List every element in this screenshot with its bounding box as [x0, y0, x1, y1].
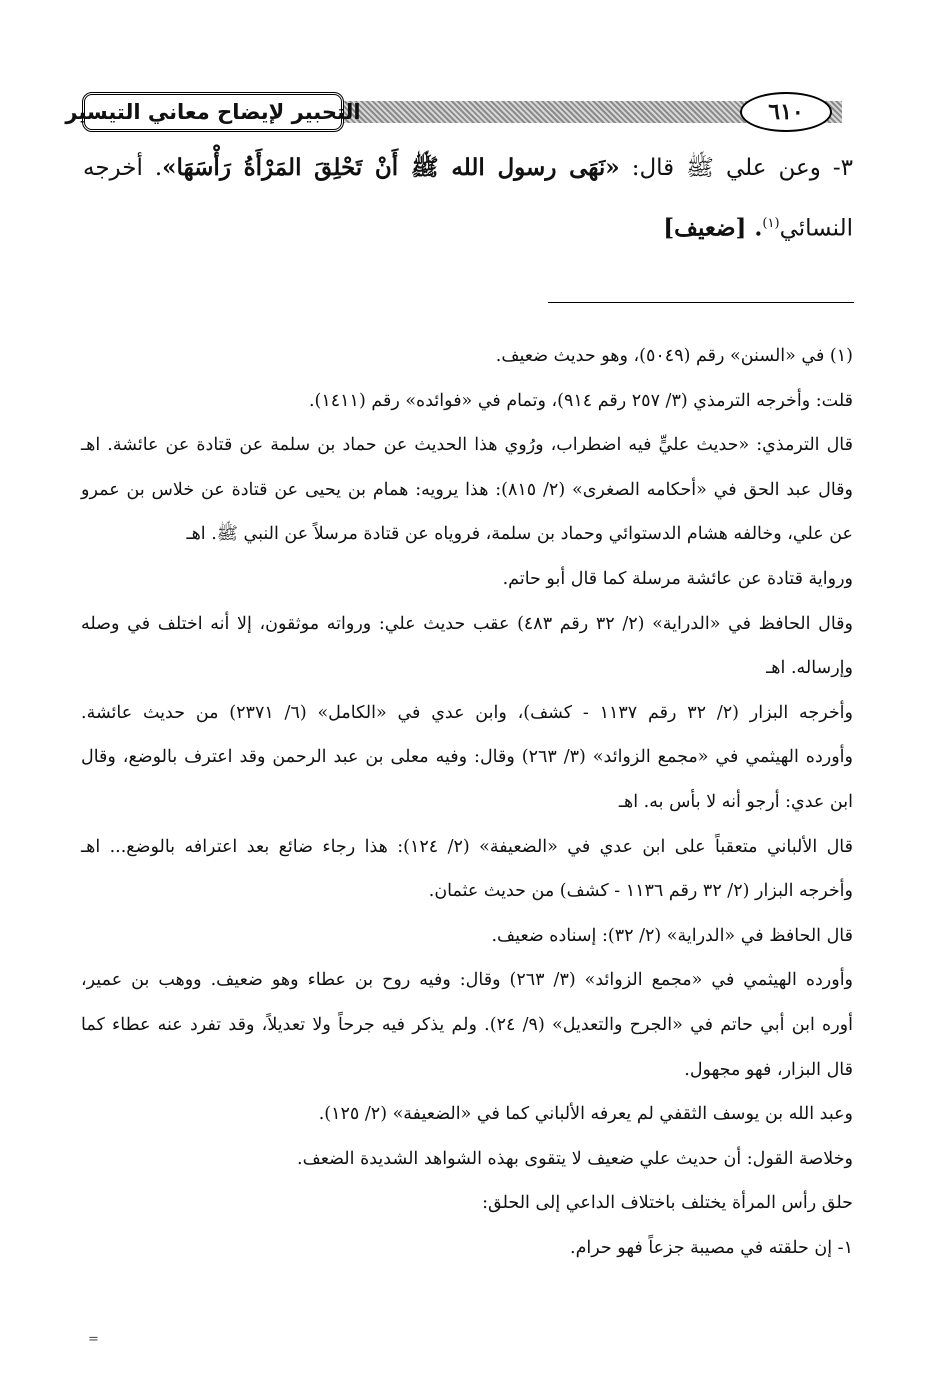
hadith-paragraph — [83, 140, 853, 257]
footnote-line: وقال الحافظ في «الدراية» (٢/ ٣٢ رقم ٤٨٣) عقب حديث علي: ورواته موثقون، إلا أنه اختلف في وصله — [81, 613, 853, 634]
footnote-line: قال الألباني متعقباً على ابن عدي في «الضعيفة» (٢/ ١٢٤): هذا رجاء ضائع بعد اعترافه بالوضع... اهـ — [81, 836, 853, 857]
hadith-text: «نَهَى رسول الله ﷺ أَنْ تَحْلِقَ المَرْأَةُ رَأْسَهَا» — [162, 154, 620, 181]
hadith-number: ٣- — [832, 155, 853, 181]
hadith-source: . أخرجه النسائي — [83, 155, 853, 242]
footnote-line: (١) في «السنن» رقم (٥٠٤٩)، وهو حديث ضعيف. — [495, 346, 853, 366]
footnote-line: وإرساله. اهـ — [766, 658, 853, 679]
footnote-line: ورواية قتادة عن عائشة مرسلة كما قال أبو حاتم. — [502, 568, 853, 589]
hadith-grade: . [ضعيف] — [663, 214, 763, 242]
footnote-line: قلت: وأخرجه الترمذي (٣/ ٢٥٧ رقم ٩١٤)، وتمام في «فوائده» رقم (١٤١١). — [308, 390, 853, 411]
footnote-line: وأخرجه البزار (٢/ ٣٢ رقم ١١٣٧ - كشف)، وابن عدي في «الكامل» (٦/ ٢٣٧١) من حديث عائشة. — [81, 702, 853, 723]
page-mark: = — [88, 1332, 99, 1347]
footnote-line: أوره ابن أبي حاتم في «الجرح والتعديل» (٩/ ٢٤). ولم يذكر فيه جرحاً ولا تعديلاً، وقد تفرد عنه عطاء كما — [81, 1014, 853, 1035]
footnote-line: قال الترمذي: «حديث عليٍّ فيه اضطراب، ورُوي هذا الحديث عن حماد بن سلمة عن قتادة عن عائشة. اهـ — [81, 435, 853, 456]
footnote-line: ابن عدي: أرجو أنه لا بأس به. اهـ — [618, 791, 853, 812]
footnote-line: عن علي، وخالفه هشام الدستوائي وحماد بن سلمة، فروياه عن قتادة مرسلاً عن النبي ﷺ. اهـ — [186, 524, 853, 545]
footnote-line: ١- إن حلقته في مصيبة جزعاً فهو حرام. — [570, 1237, 853, 1258]
footnote-line: وأخرجه البزار (٢/ ٣٢ رقم ١١٣٦ - كشف) من حديث عثمان. — [428, 881, 853, 902]
footnote-marker: (١) — [762, 216, 780, 231]
footnote-line: وقال عبد الحق في «أحكامه الصغرى» (٢/ ٨١٥): هذا يرويه: همام بن يحيى عن قتادة عن خلاس بن عمرو — [81, 479, 853, 500]
footnote-line: وخلاصة القول: أن حديث علي ضعيف لا يتقوى بهذه الشواهد الشديدة الضعف. — [297, 1148, 853, 1169]
footnote-separator — [548, 302, 854, 303]
footnote-line: قال الحافظ في «الدراية» (٢/ ٣٢): إسناده ضعيف. — [491, 925, 853, 946]
hadith-intro: وعن علي ﷺ قال: — [631, 155, 821, 181]
footnote-line: وأورده الهيثمي في «مجمع الزوائد» (٣/ ٢٦٣) وقال: وفيه روح بن عطاء وهو ضعيف. ووهب بن عمير، — [81, 970, 854, 991]
page-number: ٦١٠ — [740, 92, 832, 132]
footnote-line: وأورده الهيثمي في «مجمع الزوائد» (٣/ ٢٦٣) وقال: وفيه معلى بن عبد الرحمن وقد اعترف بالوضع، وقال — [81, 747, 853, 768]
footnotes-block — [81, 334, 853, 1270]
footnote-line: قال البزار، فهو مجهول. — [684, 1059, 853, 1080]
book-title: التحبير لإيضاح معاني التيسير — [82, 92, 344, 132]
footnote-line: حلق رأس المرأة يختلف باختلاف الداعي إلى الحلق: — [482, 1193, 853, 1214]
footnote-line: وعبد الله بن يوسف الثقفي لم يعرفه الألباني كما في «الضعيفة» (٢/ ١٢٥). — [318, 1104, 853, 1125]
